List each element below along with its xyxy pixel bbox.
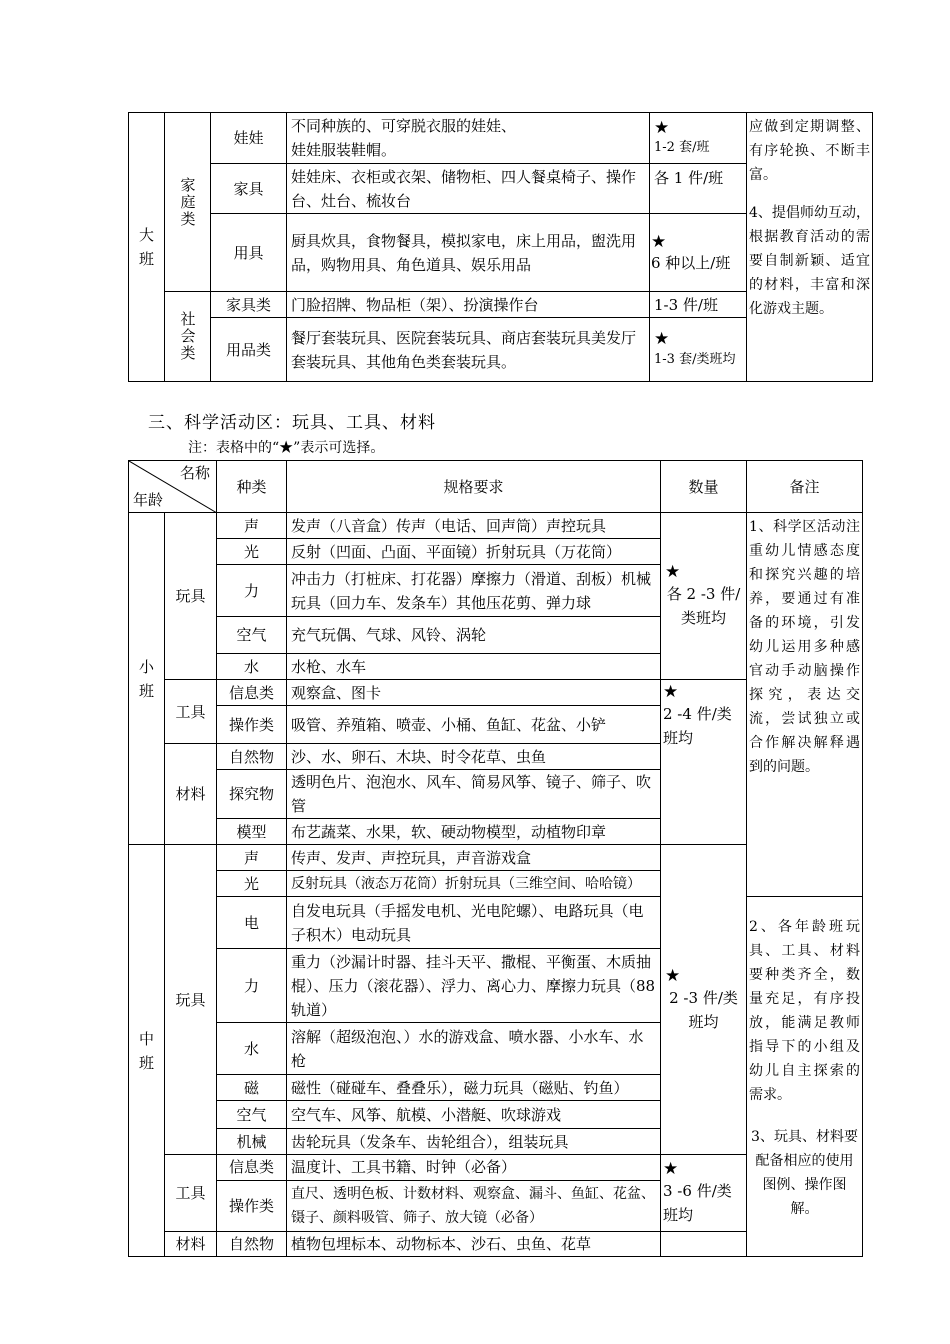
qty-text: 2 -3 件/类班均 [669, 988, 738, 1031]
spec-cell: 传声、发声、声控玩具，声音游戏盒 [287, 845, 661, 871]
spec-cell: 温度计、工具书籍、时钟（必备） [287, 1155, 661, 1181]
qty-cell [661, 845, 747, 1155]
kind-cell: 家具 [211, 164, 287, 214]
spec-cell: 植物包埋标本、动物标本、沙石、虫鱼、花草 [287, 1232, 661, 1257]
header-name: 名称 [179, 464, 210, 482]
spec-cell: 布艺蔬菜、水果，软、硬动物模型，动植物印章 [287, 819, 661, 845]
grade-middle: 中班 [129, 845, 165, 1257]
kind-cell: 水 [217, 654, 287, 680]
qty-cell: 各 1 件/班 [650, 164, 747, 214]
kind-cell: 自然物 [217, 1232, 287, 1257]
spec-cell: 娃娃床、衣柜或衣架、储物柜、四人餐桌椅子、操作台、灶台、梳妆台 [287, 164, 650, 214]
group-tools: 工具 [165, 680, 217, 744]
spec-cell: 门脸招牌、物品柜（架）、扮演操作台 [287, 292, 650, 318]
spec-cell: 观察盒、图卡 [287, 680, 661, 706]
header-kind: 种类 [217, 461, 287, 513]
kind-cell: 空气 [217, 1101, 287, 1129]
note-cell [747, 113, 873, 382]
star-mark: ★ [665, 965, 681, 986]
kind-cell: 力 [217, 949, 287, 1023]
remark-2: 2、各年龄班玩具、工具、材料要种类齐全，数量充足，有序投放，能满足教师指导下的小组及幼儿自主探索的需求。 [749, 919, 860, 1103]
table-large-class [128, 112, 873, 382]
group-toys: 玩具 [165, 513, 217, 680]
qty-text: 1-2 套/班 [654, 140, 710, 155]
spec-cell: 透明色片、泡泡水、风车、简易风筝、镜子、筛子、吹管 [287, 770, 661, 819]
kind-cell: 家具类 [211, 292, 287, 318]
spec-cell: 自发电玩具（手摇发电机、光电陀螺）、电路玩具（电子积木）电动玩具 [287, 897, 661, 949]
header-age: 年龄 [133, 491, 164, 509]
qty-cell [661, 680, 747, 845]
spec-cell: 反射玩具（液态万花筒）折射玩具（三维空间、哈哈镜） [287, 871, 661, 897]
group-toys: 玩具 [165, 845, 217, 1155]
qty-cell [650, 113, 747, 164]
kind-cell: 磁 [217, 1075, 287, 1101]
kind-cell: 光 [217, 871, 287, 897]
note-1: 应做到定期调整、有序轮换、不断丰富。 [749, 119, 870, 183]
spec-cell: 磁性（碰碰车、叠叠乐），磁力玩具（磁贴、钓鱼） [287, 1075, 661, 1101]
star-mark: ★ [665, 562, 681, 582]
spec-cell: 不同种族的、可穿脱衣服的娃娃、 娃娃服装鞋帽。 [287, 113, 650, 164]
header-spec: 规格要求 [287, 461, 661, 513]
star-mark: ★ [654, 118, 670, 138]
spec-cell: 吸管、养殖箱、喷壶、小桶、鱼缸、花盆、小铲 [287, 706, 661, 744]
grade-cell: 大班 [129, 113, 165, 382]
kind-cell: 水 [217, 1023, 287, 1075]
remark-1: 1、科学区活动注重幼儿情感态度和探究兴趣的培养，要通过有准备的环境，引发幼儿运用多种感官动手动脑操作探究，表达交流，尝试独立或合作解决解释遇到的问题。 [747, 513, 863, 897]
spec-cell: 反射（凹面、凸面、平面镜）折射玩具（万花筒） [287, 539, 661, 565]
diagonal-header [129, 461, 217, 513]
group-tools: 工具 [165, 1155, 217, 1232]
kind-cell: 用品类 [211, 318, 287, 382]
qty-cell [650, 318, 747, 382]
spec-cell: 冲击力（打桩床、打花器）摩擦力（滑道、刮板）机械玩具（回力车、发条车）其他压花剪、弹力球 [287, 565, 661, 617]
section-note: 注：表格中的“★”表示可选择。 [188, 440, 385, 456]
qty-text: 1-3 套/类班均 [654, 351, 736, 367]
kind-cell: 空气 [217, 617, 287, 654]
header-remark: 备注 [747, 461, 863, 513]
qty-cell [661, 513, 747, 680]
section-title: 三、科学活动区：玩具、工具、材料 [148, 413, 436, 433]
qty-text: 6 种以上/班 [651, 253, 731, 272]
kind-cell: 操作类 [217, 706, 287, 744]
remark-cell [747, 897, 863, 1257]
category-family: 家庭类 [165, 113, 211, 292]
spec-cell: 齿轮玩具（发条车、齿轮组合），组装玩具 [287, 1129, 661, 1155]
star-mark: ★ [651, 231, 667, 252]
kind-cell: 操作类 [217, 1180, 287, 1231]
category-social: 社会类 [165, 292, 211, 382]
star-mark: ★ [663, 682, 679, 702]
kind-cell: 模型 [217, 819, 287, 845]
kind-cell: 力 [217, 565, 287, 617]
qty-cell: 1-3 件/班 [650, 292, 747, 318]
table-science-area [128, 460, 863, 1257]
star-mark: ★ [663, 1159, 679, 1179]
kind-cell: 娃娃 [211, 113, 287, 164]
spec-cell: 直尺、透明色板、计数材料、观察盒、漏斗、鱼缸、花盆、镊子、颜料吸管、筛子、放大镜（必备） [287, 1180, 661, 1231]
qty-text: 各 2 -3 件/类班均 [666, 585, 741, 627]
spec-cell: 发声（八音盒）传声（电话、回声筒）声控玩具 [287, 513, 661, 539]
spec-cell: 空气车、风筝、航模、小潜艇、吹球游戏 [287, 1101, 661, 1129]
kind-cell: 声 [217, 513, 287, 539]
spec-cell: 厨具炊具，食物餐具，模拟家电，床上用品，盥洗用品，购物用具、角色道具、娱乐用品 [287, 214, 650, 292]
header-qty: 数量 [661, 461, 747, 513]
note-2: 4、提倡师幼互动，根据教育活动的需要自制新颖、适宜的材料，丰富和深化游戏主题。 [749, 205, 870, 317]
spec-cell: 重力（沙漏计时器、挂斗天平、撒棍、平衡蛋、木质抽棍）、压力（滚花器）、浮力、离心力、摩擦力玩具（88 轨道） [287, 949, 661, 1023]
qty-cell-empty [661, 1232, 747, 1257]
spec-cell: 溶解（超级泡泡、）水的游戏盒、喷水器、小水车、水枪 [287, 1023, 661, 1075]
kind-cell: 用具 [211, 214, 287, 292]
qty-cell [650, 214, 747, 292]
kind-cell: 信息类 [217, 1155, 287, 1181]
kind-cell: 光 [217, 539, 287, 565]
grade-small: 小班 [129, 513, 165, 845]
kind-cell: 信息类 [217, 680, 287, 706]
qty-text: 3 -6 件/类班均 [663, 1182, 732, 1224]
kind-cell: 声 [217, 845, 287, 871]
remark-3: 3、玩具、材料要配备相应的使用图例、操作图解。 [751, 1129, 858, 1217]
group-materials: 材料 [165, 744, 217, 845]
star-mark: ★ [654, 328, 670, 349]
kind-cell: 电 [217, 897, 287, 949]
qty-cell [661, 1155, 747, 1232]
group-materials: 材料 [165, 1232, 217, 1257]
spec-cell: 餐厅套装玩具、医院套装玩具、商店套装玩具美发厅套装玩具、其他角色类套装玩具。 [287, 318, 650, 382]
kind-cell: 自然物 [217, 744, 287, 770]
qty-text: 2 -4 件/类班均 [663, 705, 732, 747]
kind-cell: 探究物 [217, 770, 287, 819]
spec-cell: 充气玩偶、气球、风铃、涡轮 [287, 617, 661, 654]
spec-cell: 沙、水、卵石、木块、时令花草、虫鱼 [287, 744, 661, 770]
kind-cell: 机械 [217, 1129, 287, 1155]
spec-cell: 水枪、水车 [287, 654, 661, 680]
